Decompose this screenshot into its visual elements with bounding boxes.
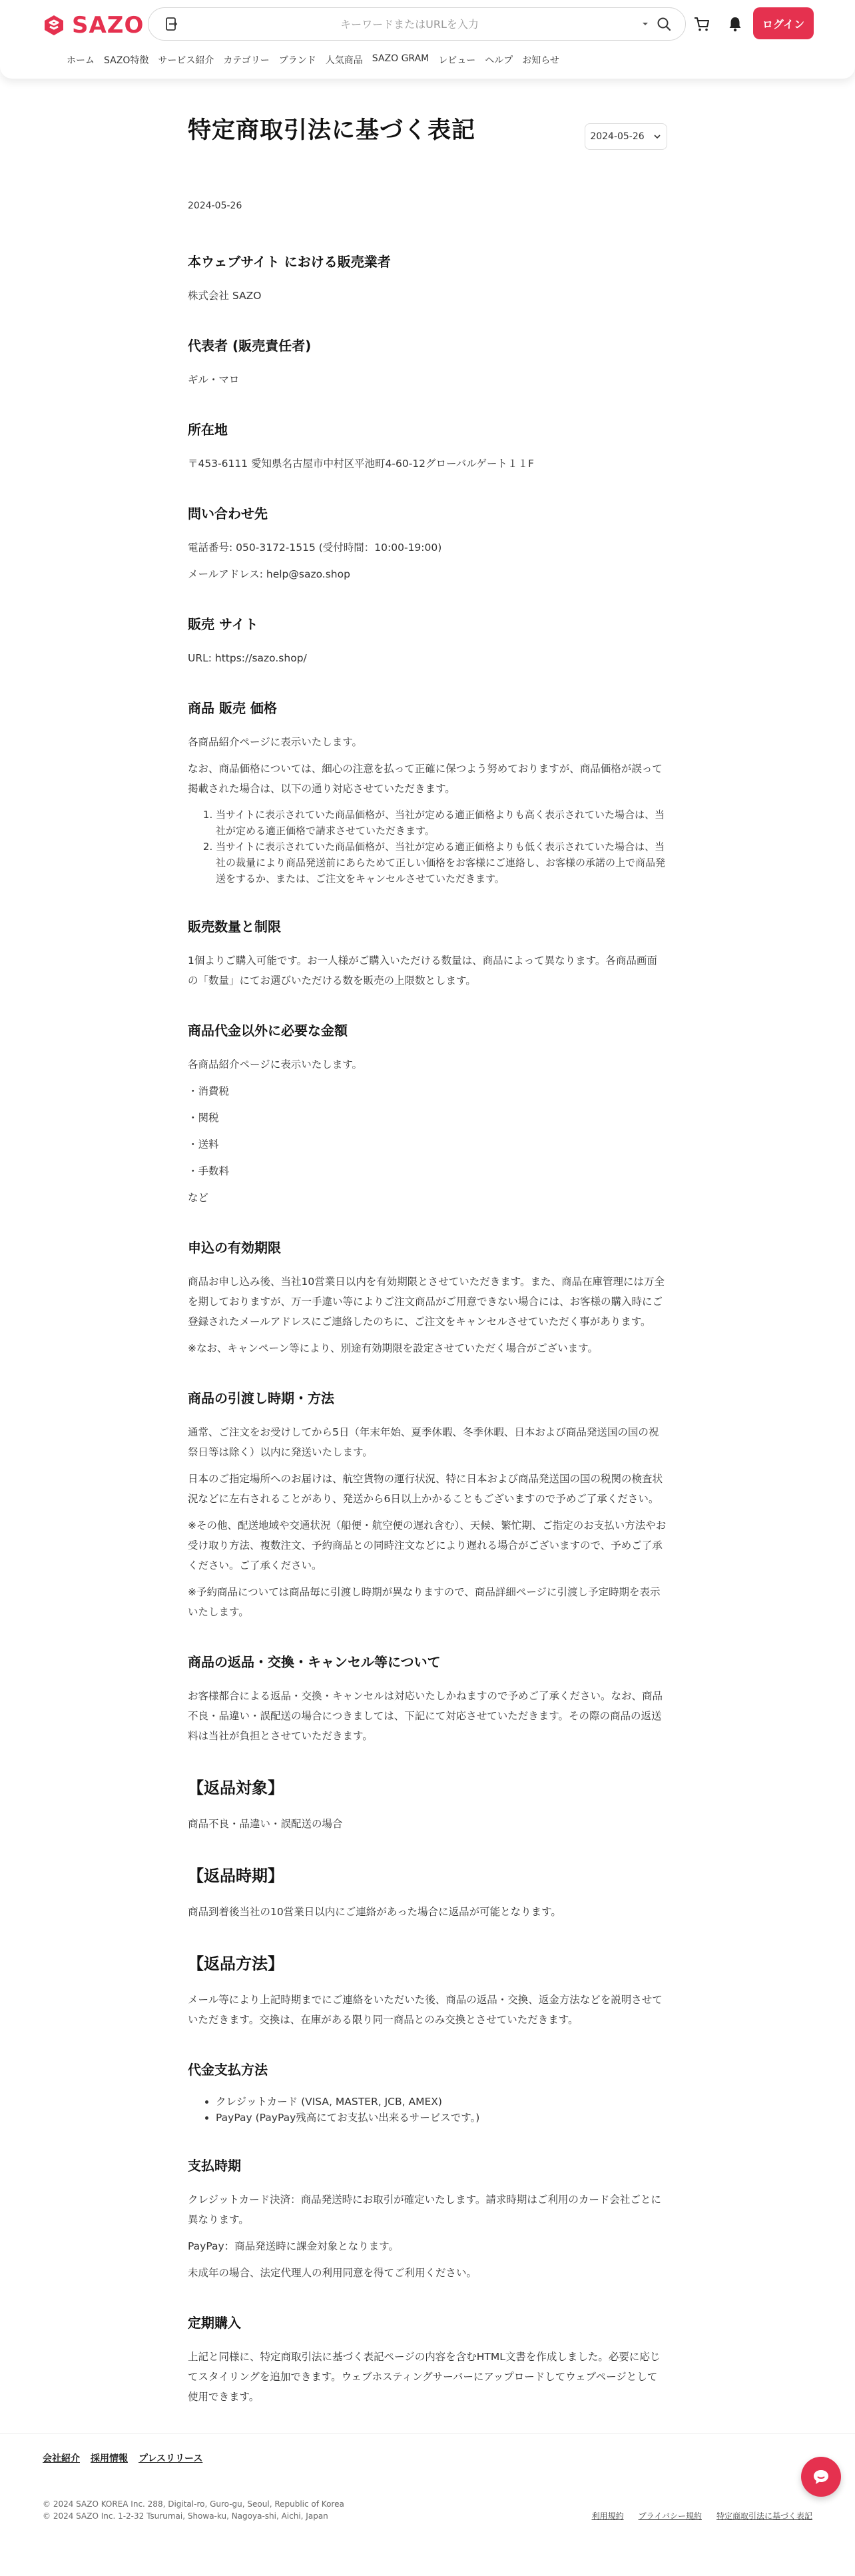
section-text: お客様都合による返品・交換・キャンセルは対応いたしかねますので予めご了承ください。なお、商品不良・品違い・誤配送の場合につきましては、下記にて対応させていただきます。その際の商品の返送料は当社が負担とさせていただきます。: [188, 1690, 663, 1742]
chevron-down-icon: [653, 132, 662, 141]
section-heading: 代表者 (販売責任者): [188, 338, 312, 354]
legal-notice-content: [188, 79, 667, 2433]
section-text: PayPay：商品発送時に課金対象となります。: [188, 2240, 399, 2252]
nav-item-services[interactable]: サービス紹介: [158, 55, 214, 66]
search-icon[interactable]: [656, 16, 672, 32]
section-heading: 販売 サイト: [188, 616, 258, 632]
footer-link-privacy[interactable]: プライバシー規約: [638, 2511, 702, 2521]
site-footer: [0, 2433, 855, 2524]
list-item: • クレジットカード (VISA, MASTER, JCB, AMEX): [216, 2094, 667, 2110]
section-address: [188, 420, 667, 474]
caret-down-icon[interactable]: [640, 19, 651, 29]
search-input[interactable]: [179, 18, 640, 31]
section-text: 通常、ご注文をお受けしてから5日（年末年始、夏季休暇、冬季休暇、日本および商品発送国の国の祝祭日等は除く）以内に発送いたします。: [188, 1426, 659, 1458]
section-text: メール等により上記時期までにご連絡をいただいた後、商品の返品・交換、返金方法などを説明させていただきます。交換は、在庫がある限り同一商品とのみ交換とさせていただきます。: [188, 1994, 663, 2026]
version-date-select[interactable]: [585, 123, 667, 150]
section-heading: 本ウェブサイト における販売業者: [188, 254, 391, 270]
section-extra-costs: [188, 1021, 667, 1208]
chat-icon: [811, 2467, 831, 2487]
list-item: ・消費税: [188, 1085, 230, 1097]
list-item: ・関税: [188, 1112, 219, 1124]
paste-url-icon[interactable]: [163, 16, 179, 32]
effective-date: 2024-05-26: [188, 201, 242, 211]
section-seller: [188, 252, 667, 306]
list-item: ・手数料: [188, 1165, 230, 1177]
footer-legal-links: [592, 2510, 812, 2521]
nav-item-help[interactable]: ヘルプ: [485, 55, 513, 66]
section-text: 商品到着後当社の10営業日以内にご連絡があった場合に返品が可能となります。: [188, 1906, 561, 1918]
section-delivery: [188, 1389, 667, 1622]
section-returns: [188, 1653, 667, 1746]
page-title: 特定商取引法に基づく表記: [188, 117, 476, 144]
list-item: 1. 当サイトに表示されていた商品価格が、当社が定める適正価格よりも高く表示されていた場合は、当社が定める適正価格で請求させていただきます。: [216, 807, 667, 839]
section-heading: 商品 販売 価格: [188, 700, 277, 716]
nav-item-category[interactable]: カテゴリー: [223, 55, 270, 66]
section-heading: 定期購入: [188, 2315, 241, 2331]
section-text: ※その他、配送地域や交通状況（船便・航空便の遅れ含む）、天候、繁忙期、ご指定のお支払い方法やお受け取り方法、複数注文、予約商品との同時注文などにより遅れる場合がございますので、予めご了承ください。ご了承ください。: [188, 1519, 667, 1571]
section-text: 上記と同様に、特定商取引法に基づく表記ページの内容を含むHTML文書を作成しました。必要に応じてスタイリングを追加できます。ウェブホスティングサーバーにアップロードしてウェブページとして使用できます。: [188, 2351, 661, 2403]
price-policy-list: [188, 807, 667, 887]
section-return-period: [188, 1865, 667, 1922]
section-heading: 商品代金以外に必要な金額: [188, 1023, 348, 1039]
section-text: ギル・マロ: [188, 374, 240, 386]
section-text: 各商品紹介ページに表示いたします。: [188, 1059, 362, 1071]
footer-link-company[interactable]: 会社紹介: [43, 2453, 80, 2464]
section-payment-timing: [188, 2156, 667, 2283]
section-heading: 商品の引渡し時期・方法: [188, 1390, 334, 1406]
section-price: [188, 699, 667, 887]
section-heading: 問い合わせ先: [188, 506, 268, 522]
nav-item-popular[interactable]: 人気商品: [325, 55, 363, 66]
section-heading: 【返品方法】: [188, 1954, 284, 1973]
section-text: ※なお、キャンペーン等により、別途有効期限を設定させていただく場合がございます。: [188, 1342, 598, 1354]
copyright-japan: © 2024 SAZO Inc. 1-2-32 Tsurumai, Showa-ku, Nagoya-shi, Aichi, Japan: [43, 2511, 328, 2521]
title-row: [188, 114, 667, 154]
contact-phone: 電話番号: 050-3172-1515 (受付時間：10:00-19:00): [188, 542, 442, 554]
section-payment-method: [188, 2060, 667, 2126]
section-text: なお、商品価格については、細心の注意を払って正確に保つよう努めておりますが、商品価格が誤って掲載された場合は、以下の通り対応させていただきます。: [188, 763, 663, 795]
section-text: 商品お申し込み後、当社10営業日以内を有効期限とさせていただきます。また、商品在庫管理には万全を期しておりますが、万一手違い等によりご注文商品がご用意できない場合には、お客様の購入時にご登録されたメールアドレスにご連絡したのちに、ご注文をキャンセルさせていただく事があります。: [188, 1276, 665, 1328]
section-text: 〒453-6111 愛知県名古屋市中村区平池町4-60-12グローバルゲート１１F: [188, 458, 534, 470]
site-header: [0, 0, 855, 79]
section-quantity: [188, 917, 667, 991]
section-text: 各商品紹介ページに表示いたします。: [188, 736, 362, 748]
section-heading: 【返品対象】: [188, 1779, 284, 1797]
list-item: など: [188, 1192, 209, 1204]
section-return-target: [188, 1777, 667, 1834]
footer-link-careers[interactable]: 採用情報: [91, 2453, 128, 2464]
list-item: ・送料: [188, 1138, 219, 1150]
footer-link-press[interactable]: プレスリリース: [139, 2453, 203, 2464]
main-nav: [67, 53, 569, 67]
logo[interactable]: [43, 12, 144, 39]
section-validity: [188, 1238, 667, 1358]
section-text: 商品不良・品違い・誤配送の場合: [188, 1818, 343, 1830]
contact-email: メールアドレス: help@sazo.shop: [188, 568, 350, 580]
section-text: 未成年の場合、法定代理人の利用同意を得てご利用ください。: [188, 2267, 477, 2279]
copyright-korea: © 2024 SAZO KOREA Inc. 288, Digital-ro, Guro-gu, Seoul, Republic of Korea: [43, 2499, 344, 2509]
nav-item-sazo-gram[interactable]: SAZO GRAM: [372, 53, 429, 64]
section-heading: 【返品時期】: [188, 1867, 284, 1885]
section-heading: 支払時期: [188, 2158, 241, 2174]
section-contact: [188, 504, 667, 584]
section-heading: 代金支払方法: [188, 2062, 268, 2078]
section-heading: 商品の返品・交換・キャンセル等について: [188, 1654, 441, 1670]
bell-icon[interactable]: [726, 15, 744, 33]
nav-item-home[interactable]: ホーム: [67, 55, 95, 66]
list-item: • PayPay (PayPay残高にてお支払い出来るサービスです。): [216, 2110, 667, 2126]
version-date-value: 2024-05-26: [590, 131, 645, 142]
footer-link-commerce-notice[interactable]: 特定商取引法に基づく表記: [716, 2511, 812, 2521]
section-representative: [188, 336, 667, 390]
section-heading: 所在地: [188, 422, 228, 438]
nav-item-review[interactable]: レビュー: [438, 55, 476, 66]
section-subscription: [188, 2314, 667, 2407]
site-url: URL: https://sazo.shop/: [188, 652, 307, 664]
footer-link-terms[interactable]: 利用規約: [591, 2511, 624, 2521]
section-text: 日本のご指定場所へのお届けは、航空貨物の運行状況、特に日本および商品発送国の国の税関の検査状況などに左右されることがあり、発送から6日以上かかることもございますので予めご了承ください。: [188, 1473, 663, 1505]
section-text: 株式会社 SAZO: [188, 290, 262, 302]
nav-item-notice[interactable]: お知らせ: [522, 55, 559, 66]
section-return-method: [188, 1952, 667, 2030]
nav-item-brand[interactable]: ブランド: [278, 55, 316, 66]
footer-links: [43, 2451, 812, 2465]
nav-item-features[interactable]: SAZO特徴: [104, 55, 149, 66]
section-site: [188, 615, 667, 668]
payment-method-list: [188, 2094, 667, 2126]
list-item: 2. 当サイトに表示されていた商品価格が、当社が定める適正価格よりも低く表示されていた場合は、当社の裁量により商品発送前にあらためて正しい価格をお客様にご連絡し、お客様の承諾の上で商品発送をするか、または、ご注文をキャンセルさせていただきます。: [216, 839, 667, 887]
sazo-logo-icon: [43, 14, 65, 37]
section-text: 1個よりご購入可能です。お一人様がご購入いただける数量は、商品によって異なります。各商品画面の「数量」にてお選びいただける数を販売の上限数とします。: [188, 955, 657, 987]
section-heading: 申込の有効期限: [188, 1240, 281, 1256]
logo-text: SAZO: [72, 12, 144, 39]
search-bar[interactable]: [148, 7, 686, 41]
login-button[interactable]: ログイン: [753, 7, 814, 39]
copyright: [43, 2498, 344, 2522]
section-text: ※予約商品については商品毎に引渡し時期が異なりますので、商品詳細ページに引渡し予定時期を表示いたします。: [188, 1586, 661, 1618]
section-heading: 販売数量と制限: [188, 919, 281, 935]
chat-support-button[interactable]: [801, 2457, 841, 2497]
section-text: クレジットカード決済：商品発送時にお取引が確定いたします。請求時期はご利用のカード会社ごとに異なります。: [188, 2194, 661, 2226]
cart-icon[interactable]: [693, 15, 711, 33]
